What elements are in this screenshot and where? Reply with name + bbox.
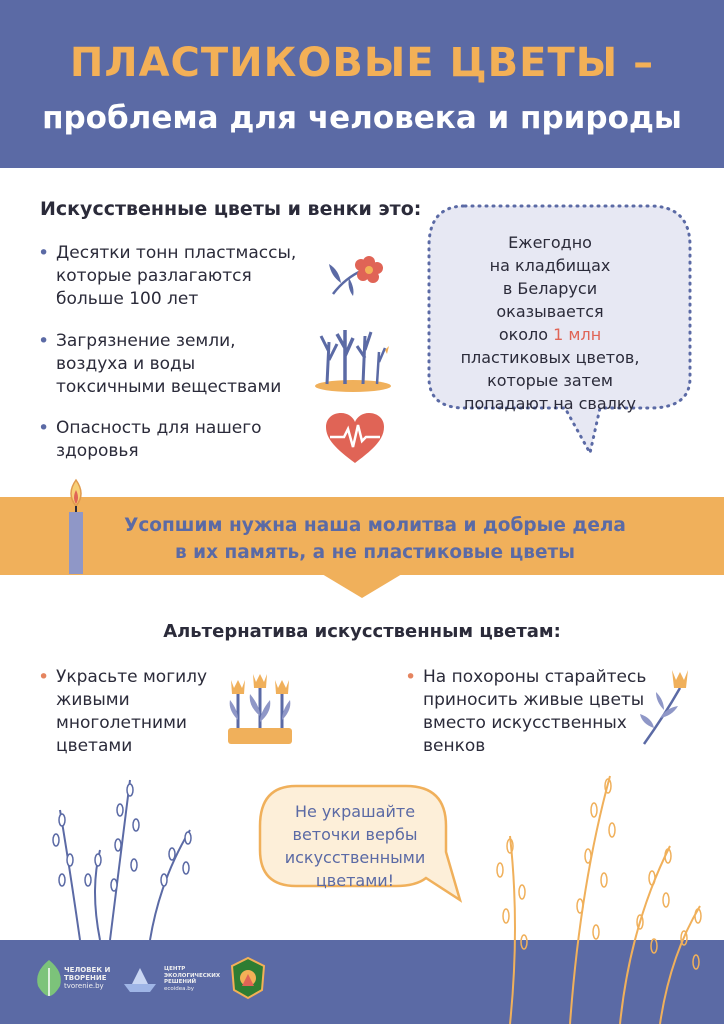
page-title: ПЛАСТИКОВЫЕ ЦВЕТЫ –: [69, 40, 655, 86]
logo1-line-1: ЧЕЛОВЕК И: [64, 966, 111, 974]
warning-line-3: искусственными: [284, 848, 426, 867]
alternative-item-2: [405, 666, 646, 758]
fact-line-6: которые затем: [487, 371, 613, 390]
band-line-1: Усопшим нужна наша молитва и добрые дела: [124, 515, 626, 536]
fact-amount-prefix: около: [498, 325, 554, 344]
problem-2-line-1: • Загрязнение земли,: [56, 331, 236, 351]
fact-line-5: пластиковых цветов,: [460, 348, 640, 367]
flower-icon: [325, 248, 385, 298]
logo2-line-2: ЭКОЛОГИЧЕСКИХ: [164, 972, 221, 979]
alt-2-line-3: вместо искусственных: [423, 713, 627, 733]
fact-line-1: Ежегодно: [508, 233, 592, 252]
alt-1-line-4: цветами: [56, 736, 133, 756]
band-line-2: в их память, а не пластиковые цветы: [175, 542, 575, 563]
paper-boat-logo-icon: [122, 966, 158, 994]
fact-line-3: в Беларуси оказывается: [496, 279, 604, 321]
willow-branches-orange: [470, 766, 710, 1024]
alternative-item-1: [38, 666, 207, 758]
problem-item-1: [38, 242, 296, 311]
page-subtitle: проблема для человека и природы: [42, 100, 682, 136]
logo-chelovek-text: [64, 966, 110, 990]
alt-1-line-3: многолетними: [56, 713, 187, 733]
band-text: [90, 512, 660, 566]
logo2-site: ecoidea.by: [164, 985, 195, 992]
flower-sprig-icon: [640, 666, 696, 746]
candle-icon: [60, 478, 92, 574]
alternatives-heading: Альтернатива искусственным цветам:: [163, 621, 561, 642]
problem-1-line-1: • Десятки тонн пластмассы,: [56, 243, 297, 263]
fact-text: [450, 231, 650, 415]
warning-line-4: цветами!: [315, 871, 395, 890]
warning-line-1: Не украшайте: [294, 802, 416, 821]
problem-3-line-1: • Опасность для нашего: [56, 418, 262, 438]
fact-amount-line: [450, 323, 650, 346]
problem-2-line-2: воздуха и воды: [56, 354, 196, 374]
logo-ecocenter-text: [164, 966, 220, 992]
warning-line-2: веточки вербы: [292, 825, 418, 844]
willow-branches-blue: [40, 770, 210, 940]
tulips-icon: [226, 666, 294, 746]
dead-trees-icon: [313, 322, 393, 392]
logo2-line-1: ЦЕНТР: [164, 966, 186, 972]
leaf-logo-icon: [34, 958, 64, 998]
warning-text: [282, 800, 428, 892]
coat-of-arms-icon: [228, 956, 268, 1000]
logo1-site: tvorenie.by: [64, 982, 104, 990]
problem-1-line-3: больше 100 лет: [56, 289, 199, 309]
problem-2-line-3: токсичными веществами: [56, 377, 282, 397]
fact-amount: 1 млн: [553, 325, 602, 344]
problems-heading: Искусственные цветы и венки это:: [40, 198, 422, 220]
problem-1-line-2: которые разлагаются: [56, 266, 252, 286]
alt-2-line-1: • На похороны старайтесь: [423, 667, 647, 687]
problem-item-3: [38, 417, 262, 463]
problem-item-2: [38, 330, 281, 399]
alt-1-line-1: • Украсьте могилу: [56, 667, 208, 687]
fact-line-7: попадают на свалку: [464, 394, 636, 413]
logo1-line-2: ТВОРЕНИЕ: [64, 974, 107, 982]
heart-pulse-icon: [326, 413, 384, 465]
alt-2-line-4: венков: [423, 736, 486, 756]
problem-3-line-2: здоровья: [56, 441, 139, 461]
alt-1-line-2: живыми: [56, 690, 130, 710]
logo2-line-3: РЕШЕНИЙ: [164, 979, 197, 985]
band-pointer: [322, 574, 402, 600]
fact-line-2: на кладбищах: [489, 256, 611, 275]
alt-2-line-2: приносить живые цветы: [423, 690, 645, 710]
